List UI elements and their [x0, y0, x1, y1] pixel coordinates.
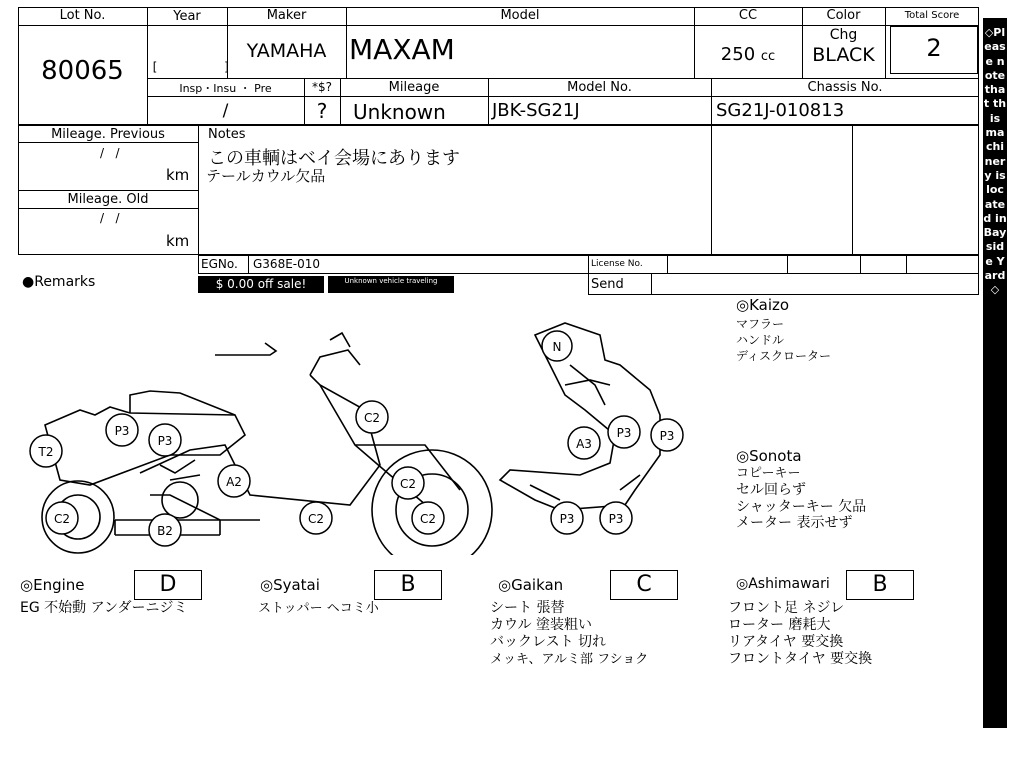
- color-label: Color: [826, 8, 861, 23]
- ashimawari-note-1: フロント足 ネジレ: [728, 600, 845, 616]
- ashimawari-note-4: フロントタイヤ 要交換: [728, 651, 873, 667]
- chassis-label: Chassis No.: [807, 80, 883, 95]
- motorcycle-diagram: [20, 295, 740, 555]
- model-no-label: Model No.: [567, 80, 632, 95]
- kaizo-line-3: ディスクローター: [736, 349, 832, 363]
- sonota-line-2: セル回らず: [736, 482, 806, 498]
- ashimawari-title: ◎Ashimawari: [736, 576, 830, 592]
- marker-p3-e-text: P3: [559, 512, 575, 526]
- cc-value: [694, 44, 802, 65]
- marker-n: [542, 331, 572, 361]
- mileage-previous-date: / /: [100, 146, 120, 160]
- mileage-previous-unit: km: [166, 166, 190, 184]
- gaikan-note-4: メッキ、アルミ部 フショク: [490, 652, 649, 667]
- marker-b2: [149, 514, 181, 546]
- syatai-grade: B: [374, 570, 442, 600]
- chassis-value: SG21J-010813: [716, 100, 845, 121]
- gaikan-note-1: シート 張替: [490, 600, 565, 616]
- insp-value: /: [222, 101, 229, 121]
- egno-value: G368E-010: [253, 257, 321, 271]
- marker-p3-b-text: P3: [157, 434, 173, 448]
- marker-c2-c: [46, 502, 78, 534]
- sonota-line-3: シャッターキー 欠品: [736, 499, 867, 515]
- total-score-value: 2: [926, 34, 942, 62]
- mileage-label: Mileage: [388, 80, 440, 95]
- lot-number: 80065: [41, 56, 124, 86]
- sidebar-notice: ◇Please note that this machinery is located in Bayside Yard◇: [983, 26, 1007, 297]
- marker-c2-d: [300, 502, 332, 534]
- dollar-value: ?: [316, 99, 328, 123]
- insp-label: Insp・Insu ・ Pre: [179, 82, 272, 95]
- marker-c2-e: [412, 502, 444, 534]
- cc-number: 250: [720, 44, 756, 65]
- gaikan-grade: C: [610, 570, 678, 600]
- marker-t2: [30, 435, 62, 467]
- lot-label: Lot No.: [59, 8, 106, 23]
- marker-p3-e: [551, 502, 583, 534]
- color-chg: Chg: [829, 27, 858, 43]
- marker-a3: [568, 427, 600, 459]
- syatai-title: ◎Syatai: [260, 576, 320, 594]
- marker-c2-b: [392, 467, 424, 499]
- maker-value: YAMAHA: [246, 40, 327, 62]
- license-label: License No.: [591, 259, 643, 269]
- marker-b2-text: B2: [157, 524, 173, 538]
- license-box: [588, 255, 979, 295]
- marker-p3-f-text: P3: [608, 512, 624, 526]
- mileage-old-unit: km: [166, 232, 190, 250]
- engine-grade: D: [134, 570, 202, 600]
- marker-p3-c-text: P3: [616, 426, 632, 440]
- sonota-title: ◎Sonota: [736, 447, 802, 465]
- mileage-previous-label: Mileage. Previous: [51, 127, 165, 142]
- marker-p3-c: [608, 416, 640, 448]
- send-label: Send: [591, 277, 624, 292]
- mileage-old-date: / /: [100, 211, 120, 225]
- total-score-label: Total Score: [904, 10, 960, 21]
- maker-label: Maker: [266, 8, 307, 23]
- gaikan-title: ◎Gaikan: [498, 576, 564, 594]
- marker-c2-b-text: C2: [399, 477, 417, 491]
- gaikan-note-2: カウル 塗装粗い: [490, 617, 593, 633]
- marker-p3-a-text: P3: [114, 424, 130, 438]
- engine-title: ◎Engine: [20, 576, 85, 594]
- sonota-line-4: メーター 表示せず: [736, 515, 853, 531]
- model-no-value: JBK-SG21J: [492, 100, 580, 121]
- sale-tag: $ 0.00 off sale!: [198, 276, 324, 293]
- marker-c2-a: [356, 401, 388, 433]
- kaizo-line-2: ハンドル: [736, 333, 785, 347]
- notes-label: Notes: [208, 127, 246, 142]
- year-value: [ ]: [151, 60, 231, 74]
- marker-a2: [218, 465, 250, 497]
- marker-p3-f: [600, 502, 632, 534]
- marker-c2-d-text: C2: [307, 512, 325, 526]
- egno-label: EGNo.: [201, 257, 238, 271]
- marker-n-text: N: [552, 340, 562, 354]
- syatai-note-1: ストッパー ヘコミ小: [258, 601, 379, 616]
- sonota-line-1: コピーキー: [736, 466, 801, 481]
- location-sidebar: [983, 18, 1007, 728]
- model-value: MAXAM: [349, 33, 455, 66]
- mileage-value: Unknown: [353, 100, 446, 124]
- cc-unit: cc: [760, 49, 776, 64]
- marker-t2-text: T2: [38, 445, 54, 459]
- ashimawari-grade: B: [846, 570, 914, 600]
- marker-p3-d: [651, 419, 683, 451]
- kaizo-line-1: マフラー: [736, 317, 785, 331]
- model-label: Model: [500, 8, 540, 23]
- ashimawari-note-2: ローター 磨耗大: [728, 617, 831, 633]
- engine-note-1: EG 不始動 アンダーニジミ: [20, 600, 188, 616]
- marker-c2-e-text: C2: [419, 512, 437, 526]
- marker-a2-text: A2: [226, 475, 242, 489]
- notes-line-2: テールカウル欠品: [206, 167, 326, 185]
- mileage-old-label: Mileage. Old: [67, 192, 149, 207]
- dollar-label: *$?: [311, 80, 332, 94]
- marker-p3-d-text: P3: [659, 429, 675, 443]
- marker-a3-text: A3: [576, 437, 592, 451]
- gaikan-note-3: バックレスト 切れ: [490, 634, 607, 650]
- color-value: BLACK: [812, 44, 875, 66]
- marker-p3-b: [149, 424, 181, 456]
- remarks-label: ●Remarks: [22, 274, 96, 290]
- ashimawari-note-3: リアタイヤ 要交換: [728, 634, 844, 650]
- marker-p3-a: [106, 414, 138, 446]
- unknown-vehicle-tag: Unknown vehicle traveling: [328, 276, 454, 293]
- marker-c2-a-text: C2: [363, 411, 381, 425]
- year-label: Year: [173, 9, 201, 24]
- marker-c2-c-text: C2: [53, 512, 71, 526]
- kaizo-title: ◎Kaizo: [736, 296, 790, 314]
- cc-label: CC: [738, 8, 758, 23]
- notes-line-1: この車輌はベイ会場にあります: [208, 148, 460, 169]
